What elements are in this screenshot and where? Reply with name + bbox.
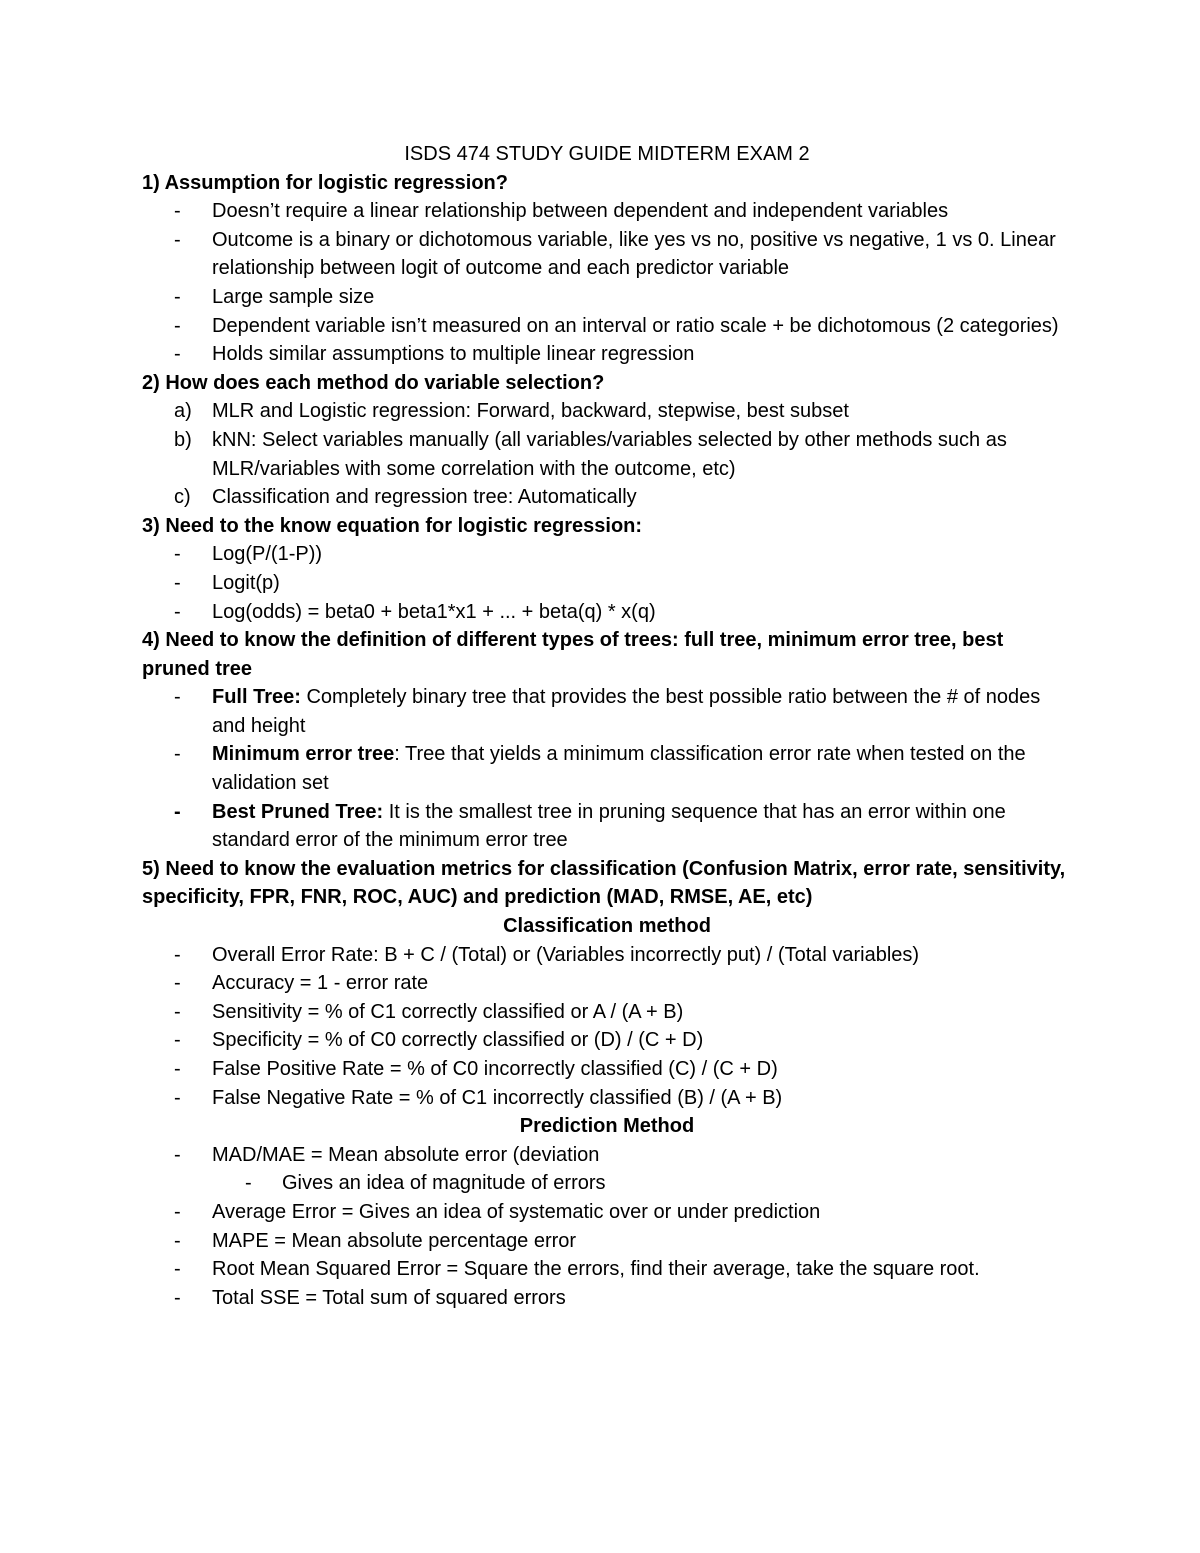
definition-text: Completely binary tree that provides the best possible ratio between the # of nodes and height — [212, 686, 1041, 737]
bullet-marker: - — [174, 1086, 181, 1109]
bullet-marker: - — [174, 314, 181, 337]
list-item — [142, 740, 1072, 797]
classification-method-heading: Classification method — [503, 915, 711, 938]
bullet-marker: - — [174, 686, 181, 709]
section-list-1 — [142, 197, 1072, 369]
bullet-marker: - — [174, 1286, 181, 1309]
prediction-metrics-list — [142, 1141, 1072, 1313]
list-item-text: Classification and regression tree: Automatically — [212, 486, 637, 509]
list-item-text: Specificity = % of C0 correctly classified or (D) / (C + D) — [212, 1029, 704, 1052]
bullet-marker: - — [174, 285, 181, 308]
list-item — [142, 312, 1072, 341]
section-list-4 — [142, 683, 1072, 855]
definition-term: Best Pruned Tree: — [212, 800, 384, 823]
list-item-text: Root Mean Squared Error = Square the errors, find their average, take the square root. — [212, 1258, 980, 1281]
list-item — [142, 1198, 1072, 1227]
list-item — [142, 197, 1072, 226]
classification-metrics-list — [142, 941, 1072, 1113]
bullet-marker: - — [174, 943, 181, 966]
letter-marker: a) — [174, 400, 192, 423]
bullet-marker: - — [174, 571, 181, 594]
bullet-marker: - — [174, 1000, 181, 1023]
section-heading-1: 1) Assumption for logistic regression? — [142, 171, 508, 194]
list-item — [142, 1284, 1072, 1313]
document-title: ISDS 474 STUDY GUIDE MIDTERM EXAM 2 — [404, 143, 810, 165]
bullet-marker: - — [174, 1058, 181, 1080]
bullet-marker: - — [174, 743, 181, 766]
bullet-marker: - — [174, 343, 181, 366]
bullet-marker: - — [174, 200, 181, 223]
list-item — [142, 1026, 1072, 1055]
list-item-text: Accuracy = 1 - error rate — [212, 972, 429, 995]
bullet-marker: - — [174, 1229, 181, 1252]
list-item — [142, 483, 1072, 512]
list-item — [142, 283, 1072, 312]
bullet-marker: - — [174, 972, 181, 995]
list-item — [142, 397, 1072, 426]
bullet-marker: - — [174, 1029, 181, 1052]
section-list-2 — [142, 397, 1072, 511]
list-item — [142, 1084, 1072, 1113]
list-item-text: Large sample size — [212, 285, 375, 308]
definition-term: Minimum error tree — [212, 743, 395, 766]
letter-marker: c) — [174, 486, 191, 509]
list-item — [142, 798, 1072, 855]
section-list-3 — [142, 540, 1072, 626]
list-item-text: Doesn’t require a linear relationship between dependent and independent variables — [212, 200, 949, 223]
list-item-text: kNN: Select variables manually (all variables/variables selected by other methods such as MLR/variables with some correlation with the outcome, etc) — [212, 428, 1007, 480]
list-item-text: Gives an idea of magnitude of errors — [282, 1172, 606, 1195]
list-item — [142, 969, 1072, 998]
list-item-text: Sensitivity = % of C1 correctly classified or A / (A + B) — [212, 1000, 684, 1023]
section-heading-3: 3) Need to the know equation for logistic regression: — [142, 514, 643, 537]
bullet-marker: - — [245, 1172, 252, 1195]
list-item — [142, 941, 1072, 970]
list-item — [142, 1255, 1072, 1284]
bullet-marker: - — [174, 600, 181, 623]
list-item — [142, 540, 1072, 569]
bullet-marker: - — [174, 800, 181, 823]
list-item-text: Outcome is a binary or dichotomous variable, like yes vs no, positive vs negative, 1 vs 0. Linear relationship between logit of outcome and each predictor variable — [212, 228, 1056, 280]
list-item — [142, 226, 1072, 283]
prediction-method-heading: Prediction Method — [519, 1115, 695, 1138]
definition-text: It is the smallest tree in pruning sequence that has an error within one standard error of the minimum error tree — [212, 800, 1006, 852]
list-item-text: MAPE = Mean absolute percentage error — [212, 1229, 577, 1252]
list-item — [142, 683, 1072, 740]
list-item — [142, 426, 1072, 483]
list-item-text: Log(P/(1-P)) — [212, 543, 323, 566]
definition-text: : Tree that yields a minimum classification error rate when tested on the validation set — [212, 743, 1026, 795]
study-guide-content — [142, 140, 1072, 1312]
list-item-text: MLR and Logistic regression: Forward, backward, stepwise, best subset — [212, 400, 849, 423]
list-item-text: False Positive Rate = % of C0 incorrectly classified (C) / (C + D) — [212, 1058, 778, 1080]
section-heading-2: 2) How does each method do variable selection? — [142, 371, 605, 394]
bullet-marker: - — [174, 1200, 181, 1223]
bullet-marker: - — [174, 543, 181, 566]
bullet-marker: - — [174, 1258, 181, 1281]
list-item — [142, 998, 1072, 1027]
bullet-marker: - — [174, 1143, 181, 1166]
list-item-text: Logit(p) — [212, 571, 280, 594]
list-item — [142, 1141, 1072, 1170]
section-heading-5: 5) Need to know the evaluation metrics for classification (Confusion Matrix, error rate, sensitivity, specificity, FPR, FNR, ROC, AUC) and prediction (MAD, RMSE, AE, etc) — [142, 857, 1066, 909]
list-item-text: Total SSE = Total sum of squared errors — [212, 1286, 566, 1309]
list-item-text: Average Error = Gives an idea of systematic over or under prediction — [212, 1200, 821, 1223]
list-item — [142, 1055, 1072, 1084]
list-item-text: Overall Error Rate: B + C / (Total) or (Variables incorrectly put) / (Total variables) — [212, 943, 920, 966]
list-item — [142, 598, 1072, 627]
list-item — [142, 569, 1072, 598]
bullet-marker: - — [174, 228, 181, 251]
section-heading-4: 4) Need to know the definition of different types of trees: full tree, minimum error tree, best pruned tree — [142, 629, 1004, 680]
list-item-text: Dependent variable isn’t measured on an interval or ratio scale + be dichotomous (2 categories) — [212, 314, 1059, 337]
list-item-text: False Negative Rate = % of C1 incorrectly classified (B) / (A + B) — [212, 1086, 783, 1109]
list-item-text: Log(odds) = beta0 + beta1*x1 + ... + beta(q) * x(q) — [212, 600, 656, 623]
definition-term: Full Tree: — [212, 686, 301, 709]
nested-list-item — [142, 1169, 1072, 1198]
list-item — [142, 340, 1072, 369]
list-item — [142, 1227, 1072, 1256]
list-item-text: MAD/MAE = Mean absolute error (deviation — [212, 1143, 600, 1166]
list-item-text: Holds similar assumptions to multiple linear regression — [212, 343, 695, 366]
letter-marker: b) — [174, 428, 192, 451]
